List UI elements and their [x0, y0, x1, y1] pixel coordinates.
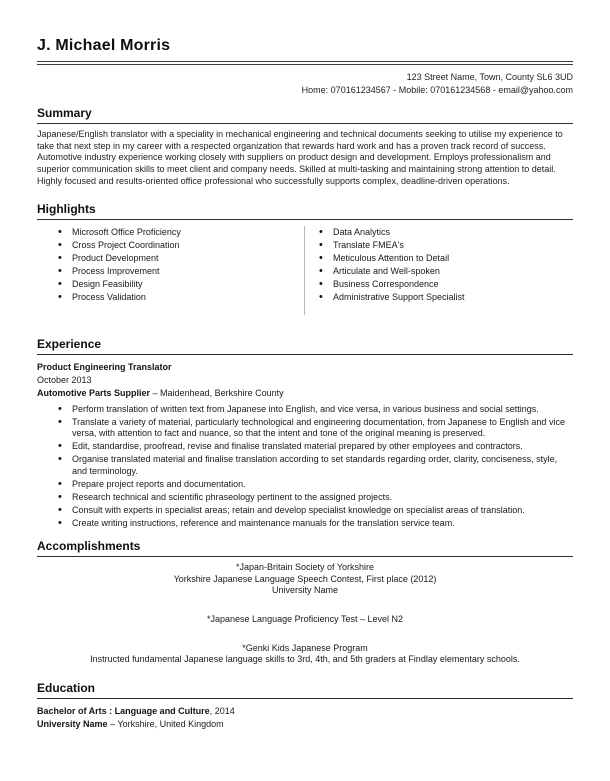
experience-bullet: • Organise translated material and finalise translation according to set standards regarding order, clarity, conciseness, style, and terminology. [57, 454, 573, 477]
section-education [37, 681, 573, 731]
highlight-item: • Process Validation [57, 291, 304, 304]
highlight-item: • Translate FMEA's [318, 239, 573, 252]
highlight-item: • Business Correspondence [318, 278, 573, 291]
highlight-item: • Cross Project Coordination [57, 239, 304, 252]
summary-heading: Summary [37, 106, 573, 124]
accomplishment-group [37, 614, 573, 626]
accomplishment-line: *Japan-Britain Society of Yorkshire [235, 561, 375, 572]
section-accomplishments [37, 539, 573, 666]
education-school-location: – Yorkshire, United Kingdom [110, 719, 224, 730]
experience-bullet: • Translate a variety of material, particularly technological and engineering documentation, from Japanese to English and vice versa, with attention to fact and nuance, so that the intent and tone of the original meaning is preserved. [57, 417, 573, 440]
accomplishment-line: *Genki Kids Japanese Program [242, 642, 368, 653]
education-degree-line [37, 705, 573, 718]
highlight-item: • Meticulous Attention to Detail [318, 252, 573, 265]
education-year: , 2014 [209, 706, 235, 717]
accomplishments-heading: Accomplishments [37, 539, 573, 557]
accomplishment-line: University Name [271, 585, 338, 596]
highlights-right-column [305, 226, 573, 315]
job-location: – Maidenhead, Berkshire County [152, 387, 284, 398]
experience-bullet: • Edit, standardise, proofread, revise and finalise translated material prepared by other employees and contractors. [57, 441, 573, 453]
job-title: Product Engineering Translator [37, 361, 172, 372]
contact-phone-email: Home: 070161234567 - Mobile: 070161234568 - email@yahoo.com [301, 84, 573, 95]
experience-heading: Experience [37, 337, 573, 355]
highlight-item: • Process Improvement [57, 265, 304, 278]
highlight-item: • Design Feasibility [57, 278, 304, 291]
candidate-name: J. Michael Morris [37, 37, 171, 54]
highlight-item: • Product Development [57, 252, 304, 265]
summary-text: Japanese/English translator with a speciality in mechanical engineering and technical documents seeking to utilise my experience to take that next step in my career with a respected organization that rewards hard work and has a proven track record of success. Automotive industry experience working closely with suppliers on product design and development. Employs professionalism and superior communication skills to meet client and company needs. Skilled at multi-tasking and maintaining strong attention to detail. Highly focused and results-oriented office professional who successfully supports complex, deadline-driven operations. [37, 129, 563, 186]
experience-bullet: • Perform translation of written text from Japanese into English, and vice versa, in various business and social settings. [57, 404, 573, 416]
highlights-left-column [37, 226, 305, 315]
highlights-columns [37, 226, 573, 315]
highlight-item: • Data Analytics [318, 226, 573, 239]
education-school: University Name [37, 719, 108, 730]
job-employer: Automotive Parts Supplier [37, 387, 151, 398]
job-date: October 2013 [37, 374, 92, 385]
education-degree: Bachelor of Arts : Language and Culture [37, 706, 210, 717]
accomplishment-group [37, 562, 573, 597]
section-experience [37, 337, 573, 530]
section-highlights [37, 202, 573, 315]
contact-address: 123 Street Name, Town, County SL6 3UD [406, 72, 573, 82]
highlight-item: • Articulate and Well-spoken [318, 265, 573, 278]
accomplishment-line: Yorkshire Japanese Language Speech Contest, First place (2012) [173, 573, 437, 584]
experience-bullet: • Create writing instructions, reference and maintenance manuals for the translation service team. [57, 518, 573, 530]
accomplishment-group [37, 643, 573, 666]
highlights-heading: Highlights [37, 202, 573, 220]
section-summary [37, 106, 573, 188]
accomplishment-line: *Japanese Language Proficiency Test – Level N2 [207, 614, 403, 625]
accomplishment-line: Instructed fundamental Japanese language skills to 3rd, 4th, and 5th graders at Findlay elementary schools. [90, 654, 520, 665]
accomplishments-body [37, 562, 573, 666]
education-body [37, 705, 573, 731]
experience-bullet: • Research technical and scientific phraseology pertinent to the assigned projects. [57, 492, 573, 504]
header-double-rule [37, 61, 573, 65]
highlight-item: • Administrative Support Specialist [318, 291, 573, 304]
experience-bullet: • Consult with experts in specialist areas; retain and develop specialist knowledge on specialist areas of translation. [57, 505, 573, 517]
contact-block [37, 71, 573, 96]
resume-header [37, 36, 573, 96]
education-heading: Education [37, 681, 573, 699]
experience-bullet: • Prepare project reports and documentation. [57, 479, 573, 491]
job-employer-line [37, 387, 573, 400]
highlight-item: • Microsoft Office Proficiency [57, 226, 304, 239]
experience-bullet-list [37, 404, 573, 530]
education-school-line [37, 718, 573, 731]
